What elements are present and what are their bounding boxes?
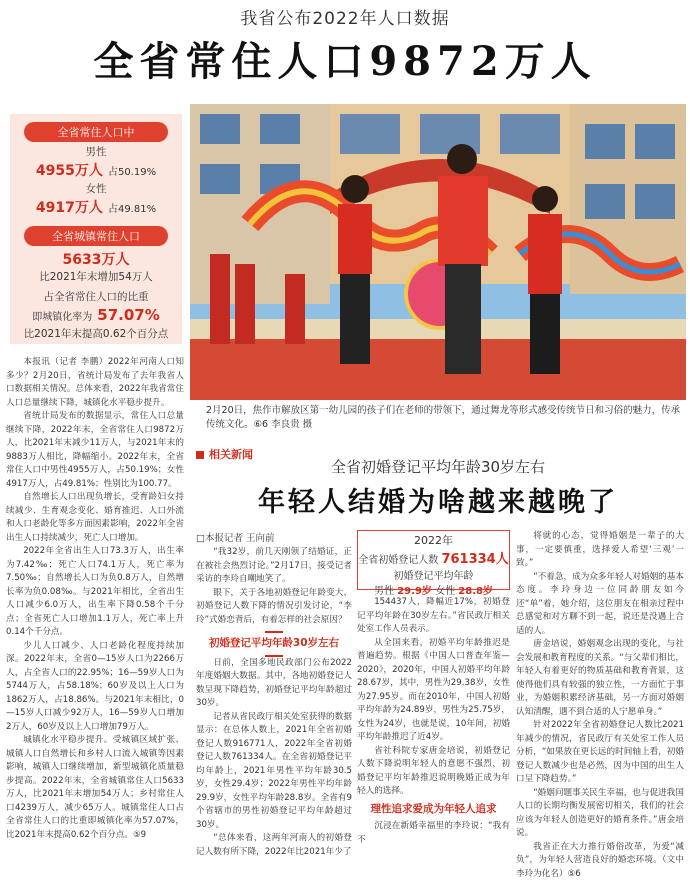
marriage-count-label: 全省初婚登记人数 xyxy=(358,555,438,566)
related-paragraph: 154437人，降幅近17%，初婚登记平均年龄在30岁左右。”省民政厅相关处室工作人员表示。 xyxy=(357,596,510,637)
urban-stat xyxy=(18,249,174,270)
related-paragraph: 日前，全国多地民政部门公布2022年度婚姻大数据。其中，各地初婚登记人数呈现下降趋势，初婚登记平均年龄超过30岁。 xyxy=(196,657,352,711)
marriage-ages xyxy=(358,582,509,597)
main-article-paragraph: 本报讯（记者 李鹏）2022年河南人口知多少？2月20日，省统计局发布了去年我省人口数据相关情况。总体来看，2022年我省常住人口总量继续下降，城镇化水平稳步提升。 xyxy=(6,356,184,410)
marriage-male-label: 男性 xyxy=(374,586,394,597)
male-label: 男性 xyxy=(18,145,174,160)
male-number: 4955万人 xyxy=(36,163,103,179)
marriage-count-line xyxy=(358,548,509,567)
male-stat xyxy=(18,160,174,182)
female-label: 女性 xyxy=(18,182,174,197)
marriage-count: 761334人 xyxy=(441,552,508,567)
related-paragraph: 省社科院专家唐金培说，初婚登记人数下降说明年轻人的意愿不强烈，初婚登记平均年龄推迟说明晚婚正成为年轻人的选择。 xyxy=(357,745,510,799)
photo-caption: 2月20日，焦作市解放区第一幼儿园的孩子们在老师的带领下，通过舞龙等形式感受传统节日和习俗的魅力，传承传统文化。⑥6 李良贵 摄 xyxy=(206,404,682,432)
stats-tag-urban: 全省城镇常住人口 xyxy=(24,226,168,246)
male-percent: 占50.19% xyxy=(108,167,156,178)
urban-number: 5633万人 xyxy=(63,252,130,268)
related-news-label: 相关新闻 xyxy=(196,446,253,462)
related-paragraph: 眼下，关于各地初婚登记年龄变大、初婚登记人数下降的情况引发讨论，“李玲”式婚恋背后，有着怎样的社会原因？ xyxy=(196,587,352,628)
photo-illustration xyxy=(190,104,686,400)
stats-tag-population: 全省常住人口中 xyxy=(24,122,168,142)
marriage-female-label: 女性 xyxy=(435,586,455,597)
related-kicker: 全省初婚登记平均年龄30岁左右 xyxy=(190,456,686,477)
section-divider xyxy=(265,631,283,633)
marriage-avg-label: 初婚登记平均年龄 xyxy=(358,567,509,582)
related-byline: □本报记者 王向前 xyxy=(196,530,275,544)
ratio-text: 即城镇化率为 xyxy=(32,312,92,323)
ratio-percent: 57.07% xyxy=(97,306,159,324)
related-headline: 年轻人结婚为啥越来越晚了 xyxy=(190,480,686,519)
related-column-2 xyxy=(357,596,510,847)
related-paragraph: “婚姻问题事关民生幸福，也与促进我国人口的长期均衡发展密切相关，我们的社会应该为年轻人创造更好的婚育条件。”唐金培说。 xyxy=(516,787,684,841)
related-paragraph: 针对2022年全省初婚登记人数比2021年减少的情况，省民政厅有关处室工作人员分析，“如果放在更长远的时间轴上看，初婚登记人数减少也是必然，因为中国的出生人口呈下降趋势。” xyxy=(516,719,684,787)
related-paragraph: 从全国来看，初婚平均年龄推迟是普遍趋势。根据《中国人口普查年鉴—2020》，2020年，中国人初婚平均年龄28.67岁，其中，男性为29.38岁，女性为27.95岁。而在2010年，中国人初婚平均年龄为24.89岁，男性为25.75岁，女性为24岁，也就是说，10年间，初婚平均年龄推迟了近4岁。 xyxy=(357,637,510,745)
ratio-change: 比2021年末提高0.62个百分点 xyxy=(18,327,174,342)
related-paragraph: 我省正在大力推行婚俗改革，为爱“减负”，为年轻人营造良好的婚恋环境。（文中李玲为化名）⑤6 xyxy=(516,841,684,881)
marriage-stats-box xyxy=(357,530,510,590)
marriage-female-age: 28.8岁 xyxy=(458,586,493,597)
related-column-1 xyxy=(196,546,352,859)
section-head-age: 初婚登记平均年龄30岁左右 xyxy=(196,637,352,651)
section-head-love: 理性追求爱成为年轻人追求 xyxy=(357,803,510,817)
article-headline: 全省常住人口9872万人 xyxy=(0,30,690,87)
ratio-label: 占全省常住人口的比重 xyxy=(18,290,174,305)
related-column-3 xyxy=(516,530,684,881)
related-paragraph: 记者从省民政厅相关处室获得的数据显示：在总体人数上，2021年全省初婚登记人数916771人，2022年全省初婚登记人数761334人。在全省初婚登记平均年龄上，2021年男性平均年龄30.5岁，女性29.4岁；2022年男性平均年龄29.9岁，女性平均年龄28.8岁。全省有9个省辖市的男性初婚登记平均年龄超过30岁。 xyxy=(196,711,352,833)
urban-change: 比2021年末增加54万人 xyxy=(18,270,174,285)
related-paragraph: “总体来看，这两年河南人的初婚登记人数有所下降，2022年比2021年少了 xyxy=(196,832,352,859)
article-kicker: 我省公布2022年人口数据 xyxy=(0,4,690,29)
related-paragraph: “不着急，成为众多年轻人对婚姻的基本态度。李玲身边一位同龄朋友如今还“单”着，她介绍，这位朋友在相亲过程中总感觉和对方聊不到一起，说还是没遇上合适的人。 xyxy=(516,571,684,639)
related-paragraph: “我32岁，前几天刚领了结婚证，正在被社会热烈讨论。”2月17日，接受记者采访的李玲自嘲地笑了。 xyxy=(196,546,352,587)
related-paragraph: 将就的心态，觉得婚姻是一辈子的大事，一定要慎重，选择爱人希望‘三观’一致。” xyxy=(516,530,684,571)
marriage-year: 2022年 xyxy=(358,532,509,548)
main-article-paragraph: 2022年全省出生人口73.3万人，出生率为7.42‰；死亡人口74.1万人，死亡率为7.50‰；自然增长人口为负0.8万人，自然增长率为负0.08‰。与2021年相比，全省出生人口减少6.0万人，出生率下降0.58个千分点；全省死亡人口增加1.1万人，死亡率上升0.14个千分点。 xyxy=(6,545,184,640)
main-article-paragraph: 省统计局发布的数据显示，常住人口总量继续下降，2022年末，全省常住人口9872万人，比2021年末减少11万人，与2021年末的9883万人相比，降幅缩小。2022年末，全省常住人口中男性4955万人，占50.19%；女性4917万人，占49.81%；性别比为100.77。 xyxy=(6,410,184,491)
dragon-dance-photo xyxy=(190,104,686,400)
main-article-paragraph: 少儿人口减少、人口老龄化程度持续加深。2022年末，全省0—15岁人口为2266万人，占全省人口的22.95%；16—59岁人口为5744万人，占58.18%；60岁及以上人口为1862万人，占18.86%。与2021年末相比，0—15岁人口减少92万人，16—59岁人口增加2万人，60岁及以上人口增加79万人。 xyxy=(6,640,184,735)
related-paragraph: 唐金培说，婚姻观念出现的变化，与社会发展和教育程度的关系。“与父辈们相比，年轻人有着更好的物质基础和教育背景，这使得他们具有较强的独立性，一方面忙于事业，为婚姻积累经济基础，另一方面对婚姻认知清醒，遇不到合适的人宁愿单身。” xyxy=(516,638,684,719)
female-number: 4917万人 xyxy=(36,200,103,216)
marriage-male-age: 29.9岁 xyxy=(397,586,432,597)
population-stats-box xyxy=(10,114,182,344)
main-article-paragraph: 自然增长人口出现负增长，受育龄妇女持续减少、生育观念变化、婚育推迟、人口外流和人口老龄化等多方面因素影响，2022年全省出生人口持续减少，死亡人口增加。 xyxy=(6,491,184,545)
main-article-paragraph: 城镇化水平稳步提升。受城镇区域扩张、城镇人口自然增长和乡村人口流入城镇等因素影响，城镇人口继续增加，新型城镇化质量稳步提高。2022年末，全省城镇常住人口5633万人，比2021年末增加54万人；乡村常住人口4239万人，减少65万人。城镇常住人口占全省常住人口的比重即城镇化率为57.07%，比2021年末提高0.62个百分点。⑤9 xyxy=(6,734,184,842)
female-stat xyxy=(18,197,174,219)
related-paragraph: 沉浸在新婚幸福里的李玲说：“我有不 xyxy=(357,820,510,847)
female-percent: 占49.81% xyxy=(108,204,156,215)
urbanization-rate xyxy=(18,305,174,327)
main-article-column xyxy=(6,356,184,842)
